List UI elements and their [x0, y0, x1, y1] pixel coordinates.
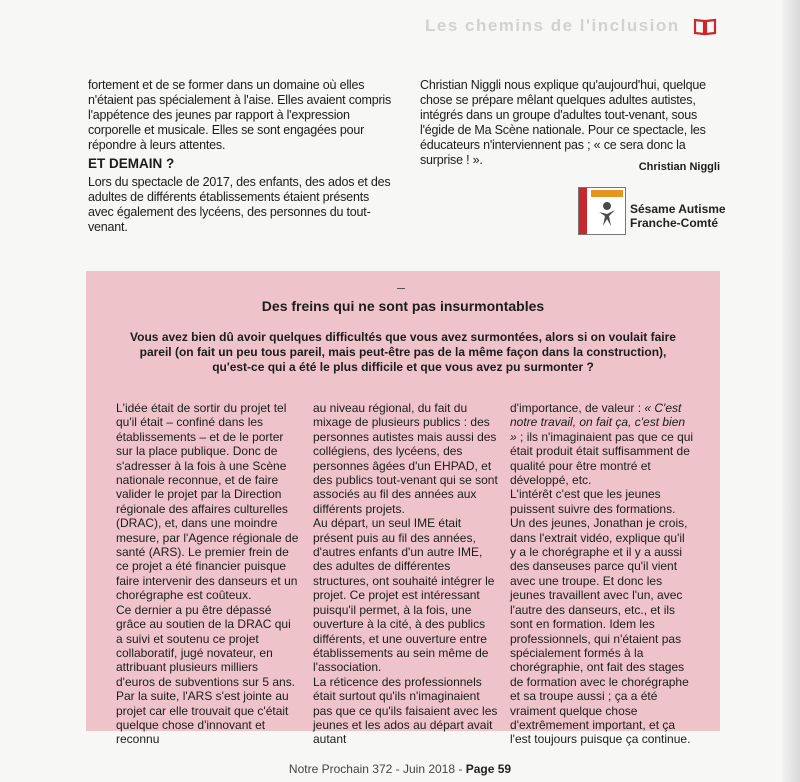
sesame-autisme-logo: [578, 187, 626, 235]
column-paragraph: Ce dernier a pu être dépassé grâce au soutien de la DRAC qui a suivi et soutenu ce projet collaboratif, jugé novateur, en attribuant plusieurs milliers d'euros de subventions sur 5 ans. Par la suite, l'ARS s'est jointe au projet car elle trouvait que c'était quelque chose d'innovant et reconnu: [116, 602, 296, 747]
page-number: Page 59: [465, 762, 512, 776]
logo-red-strip: [579, 188, 587, 234]
page-edge-shadow: [782, 0, 800, 782]
section-heading-demain: ET DEMAIN ?: [88, 156, 175, 171]
book-icon: [693, 18, 717, 36]
page-footer: [0, 762, 800, 776]
interview-column-1: [116, 401, 300, 747]
logo-caption-line1: Sésame Autisme: [630, 202, 726, 216]
inline-quote: « C'est notre travail, on fait ça, c'est bien »: [510, 401, 686, 444]
column-paragraph: Au départ, un seul IME était présent puis au fil des années, d'autres enfants d'un autre IME, des adultes de différentes structures, ont souhaité intégrer le projet. Ce projet est intéressant puisqu'il permet, à la fois, une ouverture à la cité, à des publics différents, et une ouverture entre établissements au sein même de l'association.: [313, 516, 495, 675]
column-paragraph: au niveau régional, du fait du mixage de plusieurs publics : des personnes autistes mais aussi des collégiens, des lycéens, des personnes âgées d'un EHPAD, et des publics tout-venant qui se sont associés au fil des années aux différents projets.: [313, 401, 498, 516]
interview-column-3: [510, 401, 694, 747]
interview-box-title: Des freins qui ne sont pas insurmontables: [261, 298, 545, 314]
author-signature: Christian Niggli: [638, 161, 720, 173]
logo-orange-band: [591, 190, 623, 197]
intro-paragraph-right: Christian Niggli nous explique qu'aujourd'hui, quelque chose se prépare mêlant quelques adultes autistes, intégrés dans un groupe d'adultes tout-venant, sous l'égide de Ma Scène nationale. Pour ce spectacle, les éducateurs n'interviennent pas ; « ce sera donc la surprise ! ».: [420, 78, 706, 167]
person-icon: [597, 201, 617, 227]
intro-paragraph-left: fortement et de se former dans un domaine où elles n'étaient pas spécialement à l'aise. Elles avaient compris l'appétence des jeunes par rapport à l'expression corporelle et musicale. Elles se sont engagées pour répondre à leurs attentes.: [88, 78, 392, 152]
publication-info: Notre Prochain 372 - Juin 2018 -: [288, 762, 466, 776]
column-paragraph: L'idée était de sortir du projet tel qu'il était – confiné dans les établissements – et de le porter sur la place publique. Donc de s'adresser à la fois à une Scène nationale reconnue, et de faire valider le projet par la Direction régionale des affaires culturelles (DRAC), et, dans une moindre mesure, par l'Agence régionale de santé (ARS). Le premier frein de ce projet a été financier puisque faire intervenir des danseurs et un chorégraphe est coûteux.: [116, 401, 299, 603]
column-paragraph: La réticence des professionnels était surtout qu'ils n'imaginaient pas que ce qu'ils faisaient avec les jeunes et les ados au départ avait autant: [313, 674, 498, 747]
paragraph-rest: ; ils n'imaginaient pas que ce qui était produit était suffisamment de qualité pour être montré et développé, etc.: [510, 429, 694, 488]
interview-column-2: [313, 401, 499, 747]
column-paragraph-with-quote: [510, 401, 694, 487]
demain-paragraph: Lors du spectacle de 2017, des enfants, des ados et des adultes de différents établissements étaient présents avec également des lycéens, des personnes du tout-venant.: [88, 175, 391, 234]
column-paragraph: L'intérêt c'est que les jeunes puissent suivre des formations. Un des jeunes, Jonathan je crois, dans l'extrait vidéo, explique qu'il y a le chorégraphe et il y a aussi des danseuses parce qu'il vient avec une troupe. Et donc les jeunes travaillent avec l'un, avec l'autre des danseurs, etc., et ils sont en formation. Idem les professionnels, qui n'étaient pas spécialement formés à la chorégraphie, ont fait des stages de formation avec le chorégraphe et sa troupe aussi ; ça a été vraiment quelque chose d'extrêmement important, et ça l'est toujours puisque ça continue.: [510, 487, 691, 747]
paragraph-lead: d'importance, de valeur :: [510, 401, 645, 415]
section-title: Les chemins de l'inclusion: [425, 16, 680, 35]
logo-caption-line2: Franche-Comté: [630, 216, 719, 230]
title-dash: [397, 288, 405, 289]
interview-question: Vous avez bien dû avoir quelques difficultés que vous avez surmontées, alors si on voulait faire pareil (on fait un peu tous pareil, mais peut-être pas de la même façon dans la construction), qu'est-ce qui a été le plus difficile et que vous avez pu surmonter ?: [130, 330, 676, 374]
logo-caption: [630, 202, 730, 230]
